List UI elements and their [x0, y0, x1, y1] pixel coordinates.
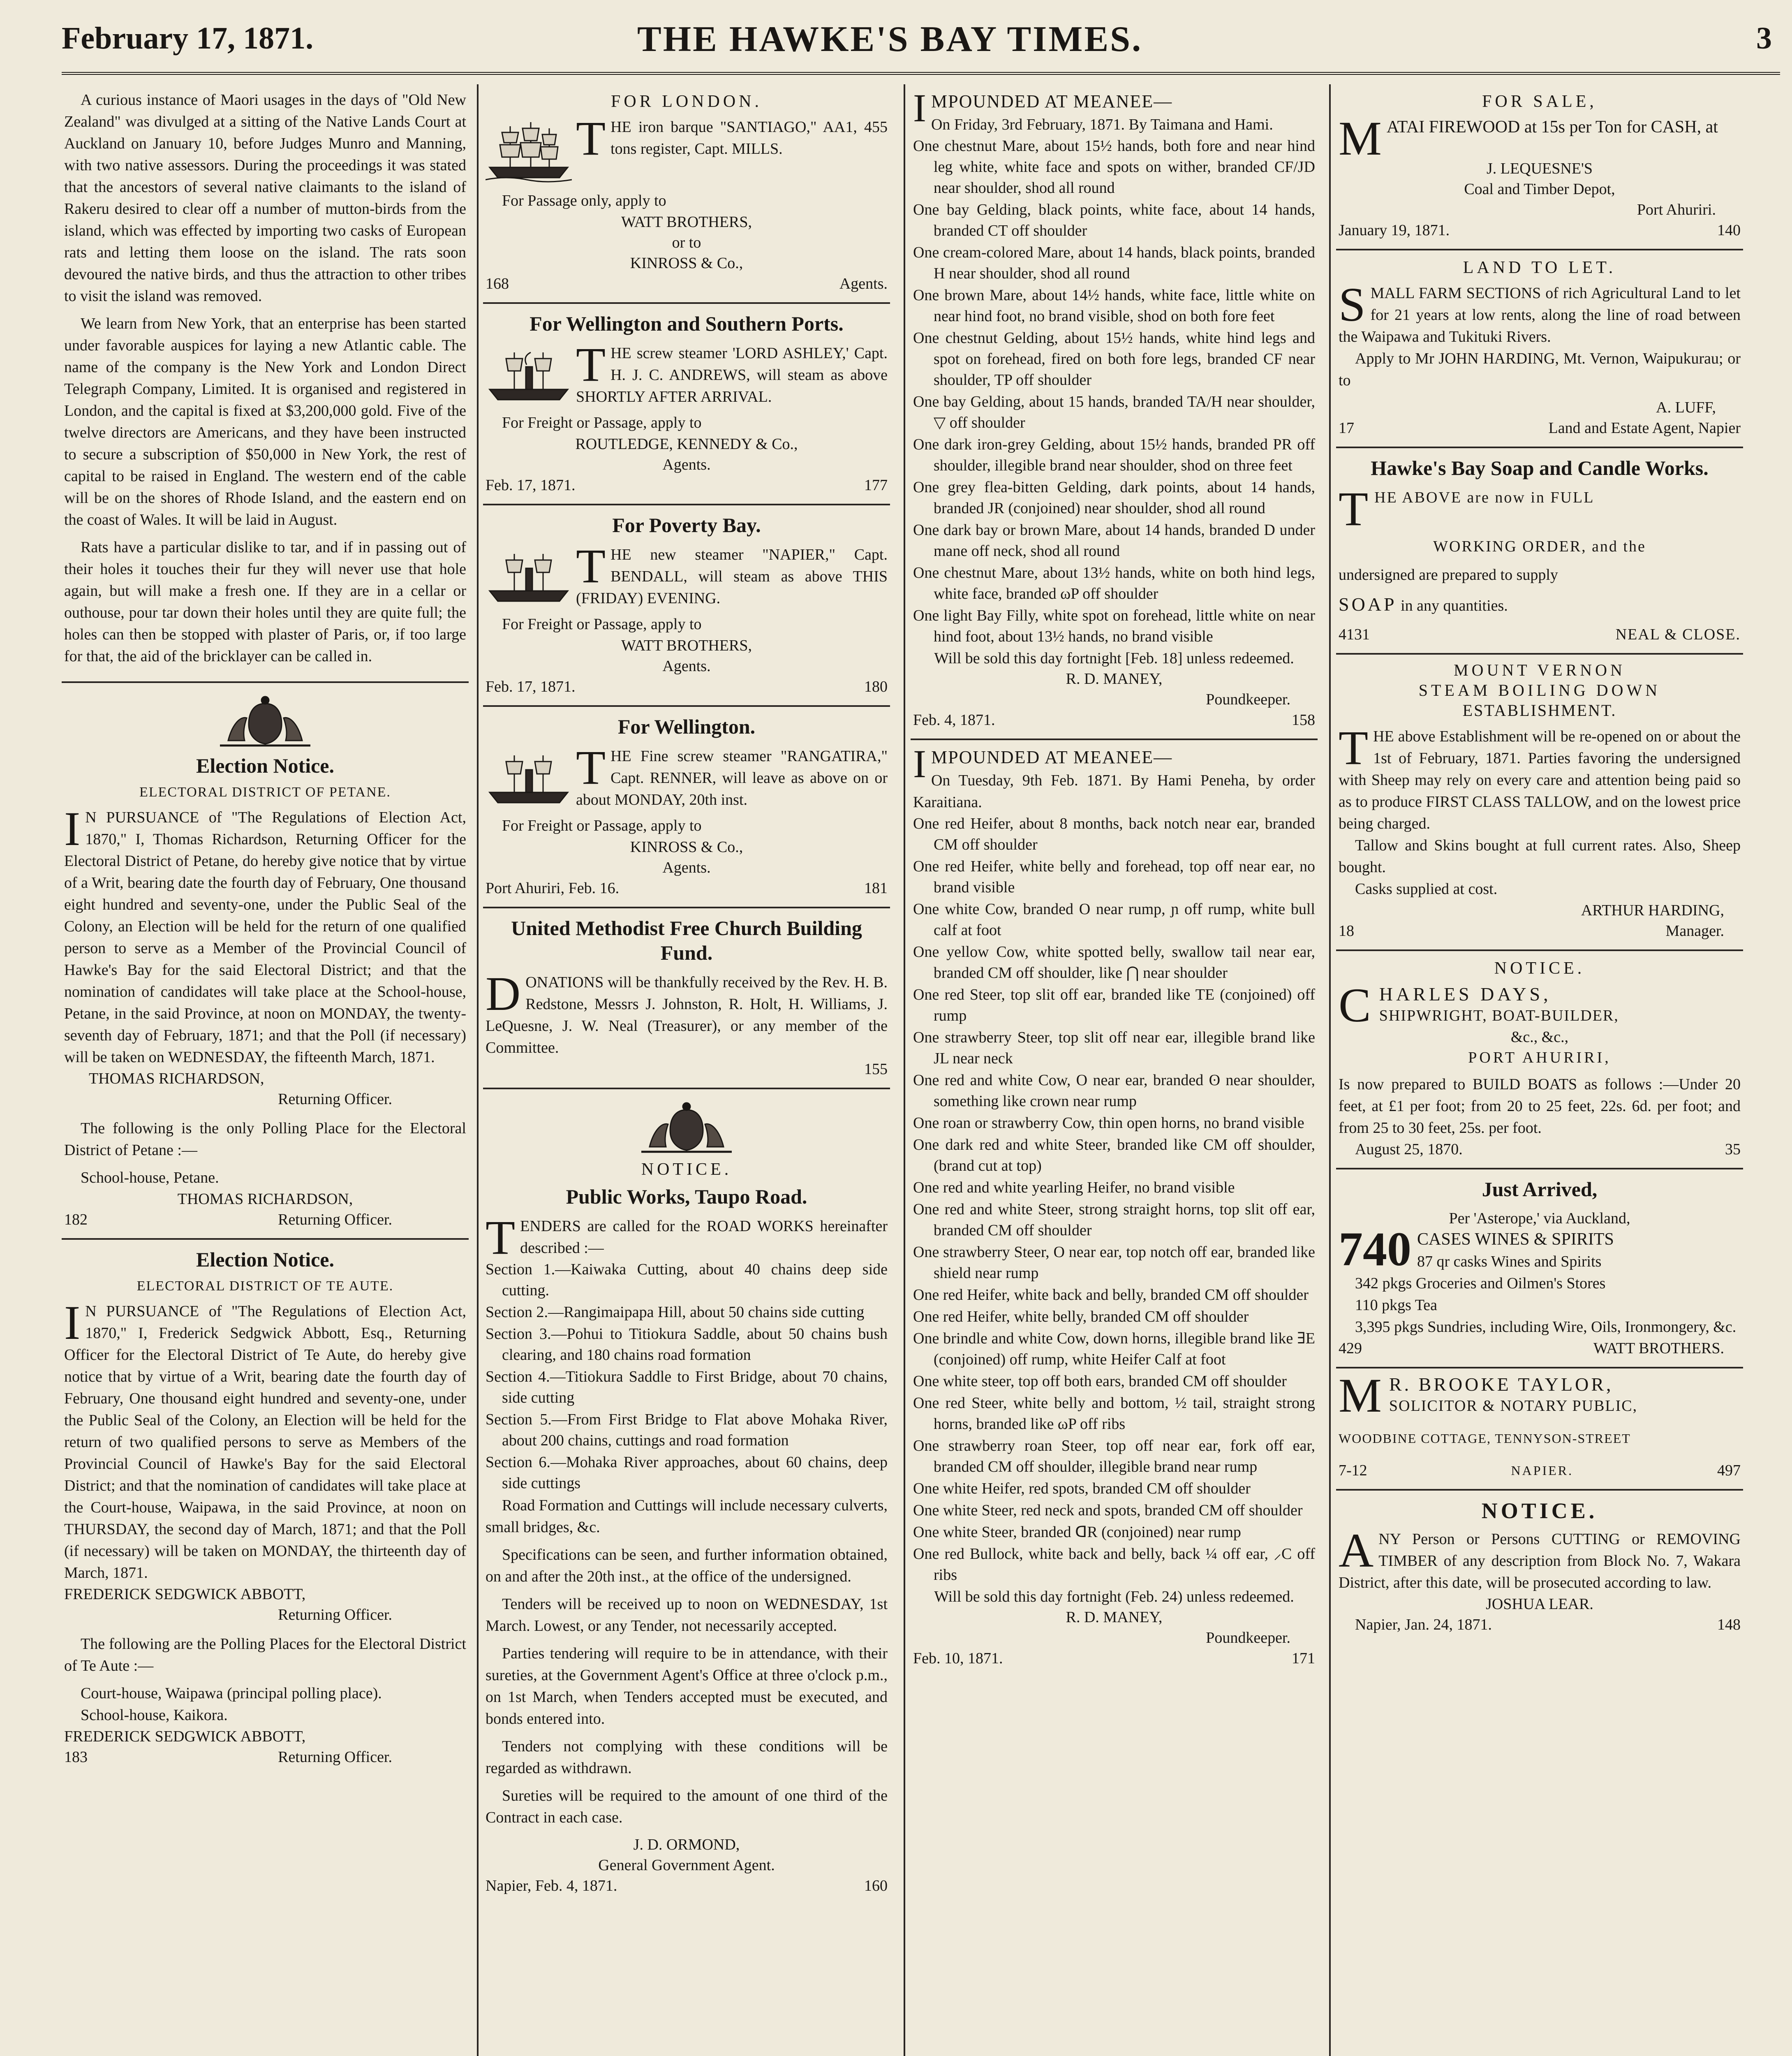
ad-town: NAPIER. — [1511, 1463, 1574, 1478]
notice-title: Public Works, Taupo Road. — [566, 1185, 807, 1208]
ad-apply: Apply to Mr JOHN HARDING, Mt. Vernon, Waipukurau; or to — [1339, 350, 1741, 389]
ad-land-to-let — [1336, 250, 1743, 448]
sale-notice: Will be sold this day fortnight [Feb. 18] unless redeemed. — [934, 650, 1294, 667]
column-divider — [904, 84, 905, 2056]
ad-body: MALL FARM SECTIONS of rich Agricultural Land to let for 21 years at low rents, along the line of road between the Waipawa and Tukituki Rivers. — [1339, 285, 1741, 345]
case-count: 740 — [1339, 1222, 1411, 1276]
agent-role: Land and Estate Agent, Napier — [1548, 419, 1741, 437]
impounded-animal: One yellow Cow, white spotted belly, swallow tail near ear, branded CM off shoulder, like ⋂ near shoulder — [913, 943, 1315, 982]
ad-code: 429 — [1339, 1340, 1362, 1357]
agent-name: A. LUFF, — [1656, 399, 1716, 416]
impounded-animal: One chestnut Mare, about 15½ hands, both fore and near hind leg white, white face and spots on wither, branded CF/JD near shoulder, shod all round — [913, 137, 1315, 197]
ad-heading: FOR SALE, — [1482, 92, 1597, 111]
impounded-animal: One dark iron-grey Gelding, about 15½ hands, branded PR off shoulder, illegible brand near shoulder, shod on three feet — [913, 436, 1315, 474]
drop-cap: A — [1339, 1523, 1374, 1577]
ad-wellington-southern — [483, 304, 890, 505]
firm-name: NEAL & CLOSE. — [1615, 626, 1741, 643]
trade-etc: &c., &c., — [1510, 1028, 1569, 1046]
impounded-animal: One red Steer, white belly and bottom, ½ tail, straight strong horns, branded like ωP off ribs — [913, 1394, 1315, 1433]
impounded-animal: One red and white Steer, strong straight horns, top slit off ear, branded CM off shoulder — [913, 1201, 1315, 1239]
ad-date: Feb. 17, 1871. — [486, 678, 576, 695]
ad-heading: LAND TO LET. — [1463, 258, 1616, 277]
ad-for-london — [483, 84, 890, 304]
signatory-name: JOSHUA LEAR. — [1486, 1595, 1593, 1613]
impounded-animal: One light Bay Filly, white spot on forehead, little white on near hind foot, about 13½ hands, no brand visible — [913, 607, 1315, 645]
notice-paragraph: Tenders not complying with these conditions will be regarded as withdrawn. — [486, 1738, 888, 1777]
column-1 — [62, 84, 469, 2056]
news-paragraph-atlantic-cable: We learn from New York, that an enterprise has been started under favorable auspices for laying a new Atlantic cable. The name of the company is the New York and London Direct Telegraph Company, Limited. It is organised and registered in London, and the capital is fixed at $3,200,000 gold. Five of the twelve directors are Americans, and they have been instructed to secure a subscription of $50,000 in New York, the rest of capital to be raised in England. The western end of the cable will be on the shores of Rhode Island, and the eastern end on the coast of Wales. It will be laid in August. — [64, 315, 466, 528]
notice-intro: On Friday, 3rd February, 1871. By Taimana and Hami. — [931, 116, 1273, 133]
ad-date: August 25, 1870. — [1355, 1141, 1463, 1158]
column-4 — [1336, 84, 1743, 2056]
impounded-animal: One red Steer, top slit off ear, branded like TE (conjoined) off rump — [913, 986, 1315, 1024]
ad-date: Feb. 17, 1871. — [486, 477, 576, 494]
notice-heading: MPOUNDED AT MEANEE— — [931, 747, 1173, 767]
ad-heading: For Wellington and Southern Ports. — [530, 312, 844, 335]
impounded-animal: One red Bullock, white back and belly, back ¼ off ear, ⸝C off ribs — [913, 1545, 1315, 1584]
issue-date: February 17, 1871. — [62, 21, 314, 56]
notice-label: NOTICE. — [1481, 1498, 1598, 1523]
ad-instruction: For Freight or Passage, apply to — [502, 616, 702, 633]
royal-crest-icon — [64, 695, 466, 751]
ad-heading: For Wellington. — [617, 715, 756, 738]
page-number: 3 — [1756, 21, 1772, 56]
solicitor-address: WOODBINE COTTAGE, TENNYSON-STREET — [1339, 1431, 1631, 1446]
polling-intro: The following are the Polling Places for the Electoral District of Te Aute :— — [64, 1635, 466, 1674]
drop-cap: I — [913, 742, 926, 786]
ad-body: HE iron barque "SANTIAGO," AA1, 455 tons register, Capt. MILLS. — [610, 118, 888, 157]
ad-heading: Just Arrived, — [1482, 1178, 1598, 1201]
ship-via: Per 'Asterope,' via Auckland, — [1449, 1210, 1630, 1227]
notice-title: Election Notice. — [196, 754, 334, 777]
tender-section: Section 5.—From First Bridge to Flat above Mohaka River, about 200 chains, cuttings and road formation — [486, 1411, 888, 1449]
ad-instruction: For Freight or Passage, apply to — [502, 414, 702, 431]
ad-date: Port Ahuriri, Feb. 16. — [486, 880, 620, 897]
impounded-animal: One bay Gelding, black points, white face, about 14 hands, branded CT off shoulder — [913, 201, 1315, 239]
impounded-animal: One red Heifer, white belly and forehead, top off near ear, no brand visible — [913, 858, 1315, 896]
ad-code: 177 — [864, 477, 888, 494]
ad-code: 17 — [1339, 419, 1354, 437]
ad-code: 160 — [864, 1877, 888, 1894]
ad-heading: For Poverty Bay. — [612, 514, 761, 537]
officer-name: THOMAS RICHARDSON, — [89, 1070, 264, 1087]
column-2 — [483, 84, 890, 2056]
notice-paragraph: Sureties will be required to the amount of one third of the Contract in each case. — [486, 1787, 888, 1826]
polling-intro: The following is the only Polling Place for the Electoral District of Petane :— — [64, 1120, 466, 1159]
notice-paragraph: Road Formation and Cuttings will include necessary culverts, small bridges, &c. — [486, 1497, 888, 1536]
agent-name: WATT BROTHERS, — [621, 637, 752, 654]
ad-code: 168 — [486, 275, 509, 292]
ad-body: HE above Establishment will be re-opened on or about the 1st of February, 1871. Parties favoring the undersigned with Sheep may rely on every care and attention being paid so as to produce FIRST CLASS TALLOW, and on the lowest price being charged. — [1339, 728, 1741, 832]
signatory-name: J. D. ORMOND, — [633, 1836, 740, 1853]
election-notice-te-aute — [62, 1240, 469, 1776]
drop-cap: D — [486, 967, 521, 1021]
sailing-ship-icon — [486, 118, 572, 190]
impounded-animal: One dark red and white Steer, branded like CM off shoulder, (brand cut at top) — [913, 1136, 1315, 1174]
ad-wellington — [483, 707, 890, 908]
district-name: ELECTORAL DISTRICT OF TE AUTE. — [136, 1278, 394, 1294]
notice-paragraph: Specifications can be seen, and further information obtained, on and after the 20th inst., at the office of the undersigned. — [486, 1546, 888, 1585]
impounded-animal: One chestnut Gelding, about 15½ hands, white hind legs and spot on forehead, fired on both fore legs, branded CF near shoulder, TP off shoulder — [913, 329, 1315, 389]
solicitor-role: SOLICITOR & NOTARY PUBLIC, — [1389, 1397, 1638, 1415]
impounded-animal: One dark bay or brown Mare, about 14 hands, branded D under mane off neck, shod all round — [913, 521, 1315, 560]
ad-just-arrived — [1336, 1169, 1743, 1368]
masthead-rule — [62, 72, 1780, 75]
polling-place: Court-house, Waipawa (principal polling place). — [81, 1685, 382, 1702]
officer-name: FREDERICK SEDGWICK ABBOTT, — [64, 1728, 306, 1745]
column-3 — [911, 84, 1318, 2056]
ad-code: 140 — [1717, 222, 1741, 239]
impounded-animal: One white Steer, red neck and spots, branded CM off shoulder — [913, 1502, 1303, 1519]
impounded-animal: One brindle and white Cow, down horns, illegible brand like ∃E (conjoined) off rump, white Heifer Calf at foot — [913, 1330, 1315, 1368]
impounded-notice-2 — [911, 740, 1318, 1677]
tender-section: Section 4.—Titiokura Saddle to First Bridge, about 70 chains, side cutting — [486, 1368, 888, 1406]
agent-name: KINROSS & Co., — [630, 838, 743, 856]
impounded-animal: One brown Mare, about 14½ hands, white face, little white on near hind foot, no brand visible, shod on both fore feet — [913, 287, 1315, 325]
ad-code: 155 — [864, 1060, 888, 1078]
cargo-line: CASES WINES & SPIRITS — [1417, 1230, 1614, 1249]
impounded-notice-1 — [911, 84, 1318, 740]
officer-role: Returning Officer. — [278, 1606, 392, 1623]
tender-section: Section 2.—Rangimaipapa Hill, about 50 chains side cutting — [486, 1304, 865, 1321]
impounded-animal: One white Cow, branded O near rump, ɲ off rump, white bull calf at foot — [913, 901, 1315, 939]
impounded-animal: One red Heifer, white back and belly, branded CM off shoulder — [913, 1286, 1309, 1304]
election-notice-petane — [62, 683, 469, 1240]
royal-crest-icon — [486, 1102, 888, 1157]
ad-line: HE ABOVE are now in FULL — [1374, 489, 1595, 506]
ad-line: WORKING ORDER, and the — [1433, 538, 1646, 555]
impounded-animal: One bay Gelding, about 15 hands, branded TA/H near shoulder, ▽ off shoulder — [913, 393, 1315, 431]
ad-body: ONATIONS will be thankfully received by the Rev. H. B. Redstone, Messrs J. Johnston, R. Holt, H. Williams, J. LeQuesne, J. W. Neal (Treasurer), or any member of the Committee. — [486, 974, 888, 1056]
impounded-animal: One roan or strawberry Cow, thin open horns, no brand visible — [913, 1114, 1304, 1132]
newspaper-title: THE HAWKE'S BAY TIMES. — [637, 19, 1143, 59]
ad-place: Port Ahuriri. — [1637, 201, 1716, 218]
ad-body: HE new steamer "NAPIER," Capt. BENDALL, will steam as above THIS (FRIDAY) EVENING. — [576, 546, 888, 607]
ad-code: 18 — [1339, 922, 1354, 940]
ad-code: 35 — [1725, 1141, 1741, 1158]
poundkeeper-role: Poundkeeper. — [1206, 1629, 1290, 1646]
cargo-line: 110 pkgs Tea — [1355, 1297, 1437, 1314]
agent-name: KINROSS & Co., — [630, 255, 743, 272]
ad-soap-candle-works — [1336, 448, 1743, 655]
district-name: ELECTORAL DISTRICT OF PETANE. — [139, 785, 391, 800]
ad-methodist-fund — [483, 908, 890, 1089]
officer-role: Returning Officer. — [278, 1211, 392, 1228]
impounded-animal: One red and white yearling Heifer, no brand visible — [913, 1179, 1235, 1196]
ad-code: 181 — [864, 880, 888, 897]
ad-heading: United Methodist Free Church Building Fund. — [511, 917, 862, 964]
notice-label: NOTICE. — [641, 1160, 732, 1179]
impounded-animal: One cream-colored Mare, about 14 hands, black points, branded H near shoulder, shod all round — [913, 244, 1315, 282]
ad-code: 183 — [64, 1748, 88, 1766]
ad-instruction: For Passage only, apply to — [502, 192, 666, 209]
ad-date: Feb. 10, 1871. — [913, 1650, 1003, 1667]
drop-cap: T — [576, 539, 606, 593]
ad-or: or to — [672, 234, 701, 251]
ad-heading: Hawke's Bay Soap and Candle Works. — [1371, 456, 1709, 479]
poundkeeper-name: R. D. MANEY, — [1066, 670, 1163, 688]
officer-name: FREDERICK SEDGWICK ABBOTT, — [64, 1586, 306, 1603]
firm-name: WATT BROTHERS. — [1593, 1340, 1724, 1357]
ad-code: 180 — [864, 678, 888, 695]
news-items — [62, 84, 469, 683]
column-divider — [1329, 84, 1331, 2056]
ad-line: undersigned are prepared to supply — [1339, 566, 1558, 583]
ad-code: 4131 — [1339, 626, 1370, 643]
officer-name: THOMAS RICHARDSON, — [177, 1190, 353, 1208]
impounded-animal: One white Steer, branded ᗡR (conjoined) near rump — [913, 1523, 1241, 1541]
tender-section: Section 1.—Kaiwaka Cutting, about 40 chains deep side cutting. — [486, 1261, 888, 1299]
ad-body: ATAI FIREWOOD at 15s per Ton for CASH, at — [1386, 118, 1718, 137]
impounded-animal: One grey flea-bitten Gelding, dark points, about 14 hands, branded JR (conjoined) near shoulder, shod all round — [913, 479, 1315, 517]
impounded-animal: One white steer, top off both ears, branded CM off shoulder — [913, 1373, 1287, 1390]
ad-boiling-down — [1336, 655, 1743, 951]
agent-name: WATT BROTHERS, — [621, 213, 752, 231]
impounded-animal: One strawberry Steer, O near ear, top notch off ear, branded like shield near rump — [913, 1243, 1315, 1282]
ad-code: 148 — [1717, 1616, 1741, 1633]
notice-title: Election Notice. — [196, 1248, 334, 1271]
news-paragraph-maori-usages: A curious instance of Maori usages in the days of "Old New Zealand" was divulged at a sitting of the Native Lands Court at Auckland on January 10, before Judges Munro and Manning, with two native assessors. During the proceedings it was stated that the ancestors of several native claimants to the island of Rakeru desired to clear off a number of mutton-birds from the island, which was effected by importing two casks of European rats and letting them loose on the island. The rats soon devoured the native birds, and thus the attraction to other tribes to visit the island was removed. — [64, 91, 466, 305]
ad-code: 497 — [1717, 1462, 1741, 1479]
drop-cap: T — [576, 111, 606, 165]
drop-cap: I — [64, 802, 81, 856]
polling-place: School-house, Petane. — [81, 1169, 219, 1186]
ad-instruction: For Freight or Passage, apply to — [502, 817, 702, 834]
ad-heading: FOR LONDON. — [610, 92, 762, 111]
ad-date: Feb. 4, 1871. — [913, 711, 995, 729]
polling-place: School-house, Kaikora. — [81, 1706, 228, 1724]
officer-role: Returning Officer. — [278, 1748, 392, 1766]
ad-for-sale-firewood — [1336, 84, 1743, 250]
ad-code: 171 — [1292, 1650, 1315, 1667]
cargo-line: 342 pkgs Groceries and Oilmen's Stores — [1355, 1275, 1606, 1292]
ad-body: Is now prepared to BUILD BOATS as follows :—Under 20 feet, at £1 per foot; from 20 to 25 feet, 22s. 6d. per foot; and from 25 to 30 feet, 25s. per foot. — [1339, 1076, 1741, 1137]
agents-label: Agents. — [662, 456, 711, 473]
ad-date: Napier, Jan. 24, 1871. — [1355, 1616, 1492, 1633]
notice-public-works — [483, 1089, 890, 1904]
agents-label: Agents. — [662, 658, 711, 675]
ad-date: January 19, 1871. — [1339, 222, 1450, 239]
notice-paragraph: Tenders will be received up to noon on WEDNESDAY, 1st March. Lowest, or any Tender, not necessarily accepted. — [486, 1595, 888, 1635]
drop-cap: I — [913, 86, 926, 130]
impounded-animal: One strawberry roan Steer, top off near ear, fork off ear, branded CM off shoulder, illegible brand near rump — [913, 1437, 1315, 1475]
ad-charles-days — [1336, 951, 1743, 1169]
impounded-animal: One strawberry Steer, top slit off near ear, illegible brand like JL near neck — [913, 1029, 1315, 1067]
notice-joshua-lear — [1336, 1491, 1743, 1643]
ad-poverty-bay — [483, 505, 890, 707]
ad-code: 182 — [64, 1211, 88, 1228]
poundkeeper-role: Poundkeeper. — [1206, 691, 1290, 708]
column-divider — [477, 84, 479, 2056]
notice-intro: On Tuesday, 9th Feb. 1871. By Hami Peneha, by order Karaitiana. — [913, 772, 1315, 811]
manager-role: Manager. — [1665, 922, 1724, 940]
sale-notice: Will be sold this day fortnight (Feb. 24) unless redeemed. — [934, 1588, 1294, 1605]
news-paragraph-rats: Rats have a particular dislike to tar, and if in passing out of their holes it touches their fur they will never use that hole again, but will make a fresh one. If they are in a cellar or outhouse, pour tar down their holes until they are quite full; the holes can then be stopped with plaster of Paris, or, if too large for that, the aid of the bricklayer can be called in. — [64, 539, 466, 665]
drop-cap: T — [1339, 721, 1369, 775]
cargo-line: 87 qr casks Wines and Spirits — [1417, 1253, 1602, 1270]
drop-cap: S — [1339, 278, 1366, 331]
ad-casks: Casks supplied at cost. — [1355, 880, 1498, 898]
impounded-animal: One chestnut Mare, about 13½ hands, white on both hind legs, white face, branded ωP off shoulder — [913, 564, 1315, 602]
notice-intro: ENDERS are called for the ROAD WORKS hereinafter described :— — [520, 1218, 888, 1257]
agents-label: Agents. — [662, 859, 711, 876]
ad-brooke-taylor — [1336, 1368, 1743, 1491]
impounded-animal: One red Heifer, about 8 months, back notch near ear, branded CM off shoulder — [913, 815, 1315, 853]
masthead — [62, 8, 1780, 70]
ad-date: 7-12 — [1339, 1462, 1367, 1479]
ad-heading: ESTABLISHMENT. — [1462, 701, 1617, 720]
impounded-animal: One red Heifer, white belly, branded CM off shoulder — [913, 1308, 1249, 1325]
shipwright-place: PORT AHURIRI, — [1468, 1049, 1611, 1066]
drop-cap: C — [1339, 978, 1374, 1032]
agents-label: Agents. — [839, 275, 888, 292]
poundkeeper-name: R. D. MANEY, — [1066, 1609, 1163, 1626]
steamship-icon — [486, 546, 572, 614]
agent-name: ROUTLEDGE, KENNEDY & Co., — [575, 435, 798, 453]
ad-heading: STEAM BOILING DOWN — [1418, 681, 1661, 699]
steamship-icon — [486, 747, 572, 815]
drop-cap: M — [1339, 1368, 1384, 1422]
merchant-name: J. LEQUESNE'S — [1486, 160, 1593, 177]
ad-body: HE Fine screw steamer "RANGATIRA," Capt. RENNER, will leave as above on or about MONDAY, 20th inst. — [576, 748, 888, 808]
notice-heading: MPOUNDED AT MEANEE— — [931, 91, 1173, 111]
signatory-role: General Government Agent. — [598, 1857, 775, 1874]
ad-heading: MOUNT VERNON — [1454, 661, 1626, 679]
steamship-icon — [486, 344, 572, 412]
tender-section: Section 3.—Pohui to Titiokura Saddle, about 50 chains bush clearing, and 180 chains road formation — [486, 1325, 888, 1364]
ad-date: Napier, Feb. 4, 1871. — [486, 1877, 617, 1894]
notice-body: N PURSUANCE of "The Regulations of Election Act, 1870," I, Thomas Richardson, Returning Officer for the Electoral District of Petane, do hereby give notice that by virtue of a Writ, bearing date the fourth day of February, One thousand eight hundred and seventy-one, under the Public Seal of the Colony, an Election will be held for the return of one qualified person to serve as a Member of the Provincial Council of Hawke's Bay for the said Electoral District; and that the nomination of candidates will take place at the School-house, Petane, in the said Province, at noon on MONDAY, the twenty-seventh day of February, 1871; and that the Poll (if necessary) will be taken on WEDNESDAY, the fifteenth March, 1871. — [64, 809, 466, 1066]
cargo-line: 3,395 pkgs Sundries, including Wire, Oils, Ironmongery, &c. — [1355, 1318, 1737, 1336]
shipwright-name: HARLES DAYS, — [1379, 984, 1552, 1005]
soap-word: SOAP — [1339, 594, 1397, 615]
ad-tallow: Tallow and Skins bought at full current rates. Also, Sheep bought. — [1339, 837, 1741, 876]
tender-section: Section 6.—Mohaka River approaches, about 60 chains, deep side cuttings — [486, 1454, 888, 1492]
solicitor-name: R. BROOKE TAYLOR, — [1389, 1374, 1614, 1395]
drop-cap: M — [1339, 111, 1382, 165]
merchant-depot: Coal and Timber Depot, — [1464, 181, 1615, 198]
drop-cap: T — [486, 1211, 516, 1264]
drop-cap: T — [1339, 482, 1370, 536]
notice-body: N PURSUANCE of "The Regulations of Election Act, 1870," I, Frederick Sedgwick Abbott, Esq., Returning Officer for the Electoral District of Te Aute, do hereby give notice that by virtue of a Writ, bearing date the fourth day of February, One thousand eight hundred and seventy-one, under the Public Seal of the Colony, an Election will be held for the return of two qualified persons to serve as Members of the Provincial Council of Hawke's Bay for the said Electoral District; and that the nomination of candidates will take place at the Court-house, Waipawa, in the said Province, at noon on THURSDAY, the second day of March, 1871; and that the Poll (if necessary) will be taken on MONDAY, the thirteenth day of March, 1871. — [64, 1303, 466, 1581]
drop-cap: T — [576, 741, 606, 794]
notice-body: NY Person or Persons CUTTING or REMOVING TIMBER of any description from Block No. 7, Wakara District, after this date, will be prosecuted according to law. — [1339, 1530, 1741, 1591]
ad-code: 158 — [1292, 711, 1315, 729]
impounded-animal: One red and white Cow, O near ear, branded ʘ near shoulder, something like crown near rump — [913, 1072, 1315, 1110]
drop-cap: I — [64, 1296, 81, 1350]
impounded-animal: One white Heifer, red spots, branded CM off shoulder — [913, 1480, 1251, 1497]
manager-name: ARTHUR HARDING, — [1581, 902, 1724, 919]
drop-cap: T — [576, 338, 606, 391]
ad-body: HE screw steamer 'LORD ASHLEY,' Capt. H. J. C. ANDREWS, will steam as above SHORTLY AFTER ARRIVAL. — [576, 345, 888, 405]
notice-paragraph: Parties tendering will require to be in attendance, with their sureties, at the Government Agent's Office at three o'clock p.m., on 1st March, when Tenders accepted must be executed, and bonds entered into. — [486, 1645, 888, 1727]
officer-role: Returning Officer. — [278, 1091, 392, 1108]
notice-label: NOTICE. — [1494, 959, 1585, 978]
ad-line: in any quantities. — [1401, 597, 1508, 614]
shipwright-trade: SHIPWRIGHT, BOAT-BUILDER, — [1379, 1007, 1619, 1024]
